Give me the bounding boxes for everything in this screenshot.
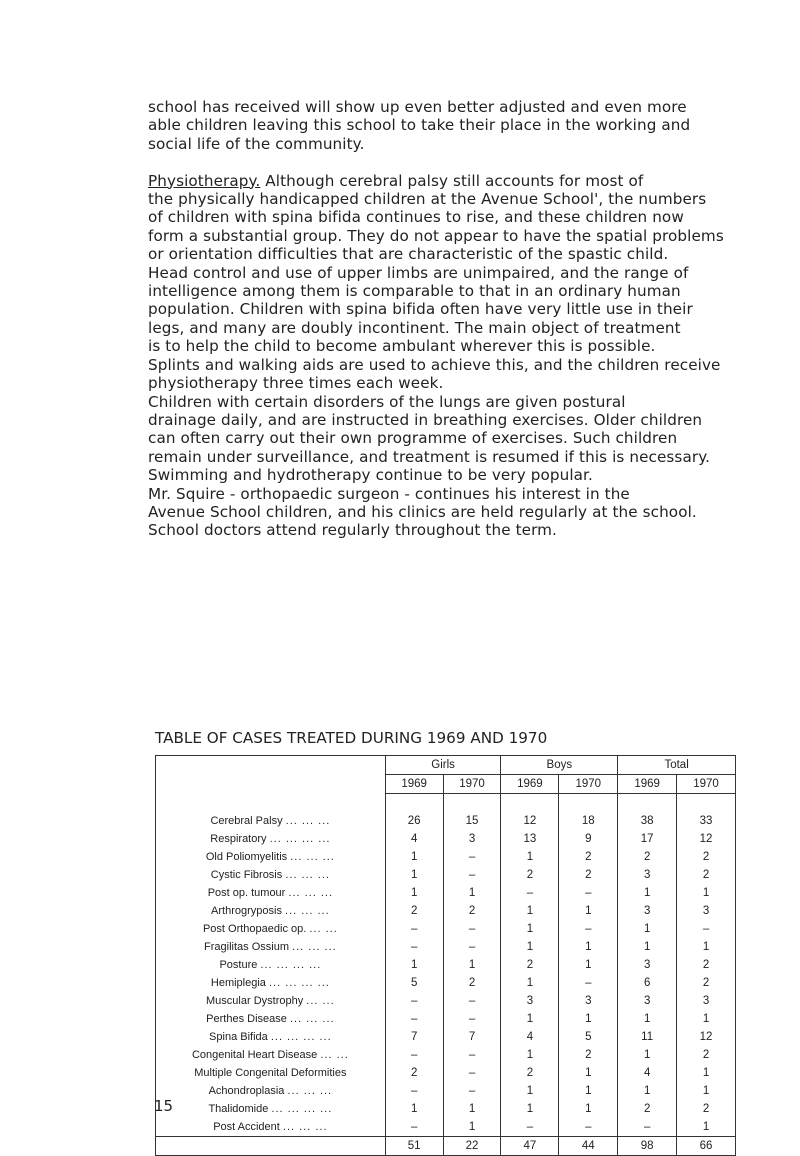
value-cell: 3 [677, 992, 736, 1010]
text-line: legs, and many are doubly incontinent. The main object of treatment [148, 318, 681, 337]
value-cell: 7 [443, 1028, 501, 1046]
row-label [156, 920, 386, 938]
value-cell: 2 [618, 848, 677, 866]
value-cell: 3 [443, 830, 501, 848]
condition-name: Multiple Congenital Deformities [194, 1067, 347, 1079]
value-cell: 3 [677, 902, 736, 920]
value-cell: 2 [385, 1064, 443, 1082]
text-line: social life of the community. [148, 134, 365, 153]
value-cell: – [501, 884, 559, 902]
value-cell: 2 [559, 1046, 618, 1064]
table-row [156, 830, 736, 848]
year-header-row [156, 775, 736, 794]
value-cell: 15 [443, 812, 501, 830]
value-cell: – [443, 848, 501, 866]
table-row [156, 884, 736, 902]
condition-name: Thalidomide [208, 1103, 269, 1115]
value-cell: 7 [385, 1028, 443, 1046]
text-line: remain under surveillance, and treatment is resumed if this is necessary. [148, 447, 711, 466]
row-label [156, 938, 386, 956]
totals-row [156, 1137, 736, 1156]
condition-name: Post Orthopaedic op. [202, 923, 307, 935]
value-cell: 1 [618, 1082, 677, 1100]
value-cell: 2 [677, 956, 736, 974]
value-cell: – [443, 938, 501, 956]
value-cell: 2 [559, 848, 618, 866]
value-cell: 2 [443, 902, 501, 920]
page-number: 15 [154, 1097, 174, 1115]
table-row [156, 848, 736, 866]
total-cell: 98 [618, 1137, 677, 1156]
value-cell: – [443, 1082, 501, 1100]
value-cell: 1 [677, 884, 736, 902]
value-cell: 12 [501, 812, 559, 830]
value-cell: 2 [677, 974, 736, 992]
value-cell: 1 [443, 884, 501, 902]
value-cell: 2 [618, 1100, 677, 1118]
condition-name: Hemiplegia [210, 977, 266, 989]
table-row [156, 992, 736, 1010]
value-cell: 1 [559, 1082, 618, 1100]
value-cell: 1 [677, 1064, 736, 1082]
value-cell: – [443, 1064, 501, 1082]
value-cell: – [385, 920, 443, 938]
leader-dots: ... ... ... ... [269, 833, 331, 845]
year-header: 1969 [618, 775, 677, 794]
value-cell: 17 [618, 830, 677, 848]
value-cell: – [385, 1046, 443, 1064]
leader-dots: ... ... ... ... [270, 1031, 332, 1043]
value-cell: 38 [618, 812, 677, 830]
value-cell: 2 [677, 1100, 736, 1118]
text-line: can often carry out their own programme of exercises. Such children [148, 429, 678, 448]
body-text [148, 98, 784, 540]
total-cell: 44 [559, 1137, 618, 1156]
value-cell: 2 [559, 866, 618, 884]
row-label [156, 902, 386, 920]
leader-dots: ... ... [306, 995, 335, 1007]
leader-dots: ... ... [309, 923, 338, 935]
text-line: Mr. Squire - orthopaedic surgeon - continues his interest in the [148, 484, 630, 503]
text-line: form a substantial group. They do not appear to have the spatial problems [148, 226, 724, 245]
value-cell: 1 [385, 1100, 443, 1118]
text-line: the physically handicapped children at the Avenue School', the numbers [148, 190, 707, 209]
value-cell: 1 [501, 938, 559, 956]
value-cell: 1 [559, 938, 618, 956]
condition-name: Congenital Heart Disease [191, 1049, 318, 1061]
value-cell: – [443, 1046, 501, 1064]
value-cell: 33 [677, 812, 736, 830]
condition-name: Cerebral Palsy [210, 815, 283, 827]
value-cell: 1 [618, 920, 677, 938]
condition-name: Perthes Disease [206, 1013, 287, 1025]
row-label [156, 1046, 386, 1064]
corner-cell [156, 756, 386, 775]
value-cell: 1 [501, 1082, 559, 1100]
value-cell: 5 [385, 974, 443, 992]
value-cell: – [385, 938, 443, 956]
value-cell: – [443, 866, 501, 884]
physiotherapy-heading: Physiotherapy. [148, 171, 261, 190]
text-line: able children leaving this school to take their place in the working and [148, 116, 691, 135]
value-cell: 1 [677, 1010, 736, 1028]
condition-name: Old Poliomyelitis [205, 851, 288, 863]
text-line: Head control and use of upper limbs are unimpaired, and the range of [148, 263, 689, 282]
value-cell: 1 [501, 848, 559, 866]
row-label [156, 992, 386, 1010]
condition-name: Achondroplasia [208, 1085, 285, 1097]
group-header-total: Total [618, 756, 736, 775]
value-cell: 1 [618, 884, 677, 902]
text-line: Swimming and hydrotherapy continue to be very popular. [148, 466, 593, 485]
table-row [156, 974, 736, 992]
value-cell: – [385, 1118, 443, 1137]
value-cell: – [385, 992, 443, 1010]
value-cell: 1 [501, 1046, 559, 1064]
total-cell: 51 [385, 1137, 443, 1156]
value-cell: 4 [618, 1064, 677, 1082]
value-cell: 2 [501, 956, 559, 974]
value-cell: 1 [677, 1082, 736, 1100]
table-row [156, 956, 736, 974]
row-label [156, 1064, 386, 1082]
group-header-boys: Boys [501, 756, 618, 775]
value-cell: 12 [677, 1028, 736, 1046]
leader-dots: ... ... ... [289, 1013, 335, 1025]
value-cell: 1 [559, 956, 618, 974]
value-cell: 1 [385, 866, 443, 884]
table-row [156, 1100, 736, 1118]
value-cell: 1 [501, 974, 559, 992]
value-cell: 11 [618, 1028, 677, 1046]
value-cell: 2 [677, 848, 736, 866]
value-cell: 5 [559, 1028, 618, 1046]
text-line: physiotherapy three times each week. [148, 374, 444, 393]
value-cell: 1 [443, 1100, 501, 1118]
text-gap [148, 153, 784, 171]
leader-dots: ... ... ... [290, 851, 335, 863]
row-label [156, 1100, 386, 1118]
text-line: is to help the child to become ambulant wherever this is possible. [148, 337, 656, 356]
value-cell: – [385, 1010, 443, 1028]
value-cell: 1 [501, 1010, 559, 1028]
value-cell: 1 [677, 938, 736, 956]
table-row [156, 938, 736, 956]
value-cell: 1 [559, 1100, 618, 1118]
value-cell: – [501, 1118, 559, 1137]
table-row [156, 1028, 736, 1046]
text-line: School doctors attend regularly throughout the term. [148, 521, 557, 540]
text-line: or orientation difficulties that are characteristic of the spastic child. [148, 245, 669, 264]
value-cell: 1 [385, 884, 443, 902]
leader-dots: ... ... ... [292, 941, 337, 953]
cases-table [155, 755, 736, 1156]
value-cell: 2 [501, 1064, 559, 1082]
text-run: Although cerebral palsy still accounts for most of [260, 171, 644, 190]
text-line: population. Children with spina bifida often have very little use in their [148, 300, 693, 319]
row-label [156, 830, 386, 848]
table-row [156, 1118, 736, 1137]
table-row [156, 812, 736, 830]
value-cell: – [559, 884, 618, 902]
row-label [156, 812, 386, 830]
leader-dots: ... ... [320, 1049, 349, 1061]
value-cell: 1 [618, 938, 677, 956]
value-cell: 1 [559, 1010, 618, 1028]
row-label [156, 1010, 386, 1028]
value-cell: 1 [501, 920, 559, 938]
table-row [156, 920, 736, 938]
value-cell: – [443, 1010, 501, 1028]
leader-dots: ... ... ... [285, 815, 331, 827]
value-cell: 1 [559, 1064, 618, 1082]
row-label [156, 1118, 386, 1137]
year-header: 1970 [559, 775, 618, 794]
value-cell: 2 [677, 866, 736, 884]
leader-dots: ... ... ... [288, 887, 334, 899]
condition-name: Respiratory [210, 833, 267, 845]
year-header: 1970 [443, 775, 501, 794]
value-cell: 1 [501, 1100, 559, 1118]
leader-dots: ... ... ... [285, 869, 330, 881]
text-line: intelligence among them is comparable to that in an ordinary human [148, 282, 681, 301]
value-cell: – [443, 920, 501, 938]
value-cell: 2 [443, 974, 501, 992]
value-cell: 3 [618, 992, 677, 1010]
total-cell: 22 [443, 1137, 501, 1156]
value-cell: 1 [618, 1010, 677, 1028]
table-title: TABLE OF CASES TREATED DURING 1969 AND 1970 [155, 729, 548, 747]
leader-dots: ... ... ... ... [260, 959, 322, 971]
value-cell: 18 [559, 812, 618, 830]
total-cell: 47 [501, 1137, 559, 1156]
value-cell: – [443, 992, 501, 1010]
leader-dots: ... ... ... [285, 905, 330, 917]
value-cell: – [559, 920, 618, 938]
year-header: 1969 [501, 775, 559, 794]
row-label [156, 884, 386, 902]
leader-dots: ... ... ... [282, 1121, 328, 1133]
value-cell: 3 [618, 956, 677, 974]
table-row [156, 1046, 736, 1064]
row-label [156, 956, 386, 974]
totals-label-cell [156, 1137, 386, 1156]
value-cell: 9 [559, 830, 618, 848]
row-label [156, 848, 386, 866]
condition-name: Post op. tumour [207, 887, 286, 899]
value-cell: 3 [618, 902, 677, 920]
table-row [156, 1064, 736, 1082]
value-cell: 2 [677, 1046, 736, 1064]
table-row [156, 1010, 736, 1028]
value-cell: 3 [559, 992, 618, 1010]
text-line: school has received will show up even better adjusted and even more [148, 98, 687, 116]
value-cell: 1 [443, 1118, 501, 1137]
table-row [156, 1082, 736, 1100]
text-line: of children with spina bifida continues to rise, and these children now [148, 208, 684, 227]
value-cell: – [385, 1082, 443, 1100]
leader-dots: ... ... ... [287, 1085, 333, 1097]
value-cell: – [559, 974, 618, 992]
condition-name: Cystic Fibrosis [210, 869, 283, 881]
value-cell: 26 [385, 812, 443, 830]
value-cell: 1 [677, 1118, 736, 1137]
value-cell: 3 [501, 992, 559, 1010]
year-header: 1970 [677, 775, 736, 794]
value-cell: 13 [501, 830, 559, 848]
value-cell: 4 [385, 830, 443, 848]
value-cell: 1 [501, 902, 559, 920]
value-cell: – [677, 920, 736, 938]
value-cell: 1 [618, 1046, 677, 1064]
value-cell: – [618, 1118, 677, 1137]
row-label [156, 1028, 386, 1046]
corner-cell [156, 775, 386, 794]
physiotherapy-first-line [148, 172, 784, 190]
total-cell: 66 [677, 1137, 736, 1156]
leader-dots: ... ... ... ... [268, 977, 330, 989]
condition-name: Muscular Dystrophy [206, 995, 304, 1007]
value-cell: 1 [559, 902, 618, 920]
value-cell: 1 [385, 848, 443, 866]
row-label [156, 1082, 386, 1100]
text-line: Children with certain disorders of the lungs are given postural [148, 392, 626, 411]
group-header-row [156, 756, 736, 775]
condition-name: Post Accident [213, 1121, 280, 1133]
value-cell: 4 [501, 1028, 559, 1046]
value-cell: 12 [677, 830, 736, 848]
year-header: 1969 [385, 775, 443, 794]
text-line: Splints and walking aids are used to achieve this, and the children receive [148, 355, 721, 374]
value-cell: 3 [618, 866, 677, 884]
group-header-girls: Girls [385, 756, 501, 775]
row-label [156, 974, 386, 992]
value-cell: 1 [443, 956, 501, 974]
text-line: drainage daily, and are instructed in breathing exercises. Older children [148, 410, 703, 429]
condition-name: Spina Bifida [209, 1031, 268, 1043]
value-cell: 2 [385, 902, 443, 920]
value-cell: 6 [618, 974, 677, 992]
row-label [156, 866, 386, 884]
text-line: Avenue School children, and his clinics are held regularly at the school. [148, 502, 697, 521]
value-cell: 1 [385, 956, 443, 974]
condition-name: Fragilitas Ossium [204, 941, 289, 953]
table-row [156, 866, 736, 884]
spacer-row [156, 794, 736, 813]
value-cell: – [559, 1118, 618, 1137]
leader-dots: ... ... ... ... [271, 1103, 333, 1115]
condition-name: Arthrogryposis [211, 905, 282, 917]
table-row [156, 902, 736, 920]
condition-name: Posture [219, 959, 258, 971]
value-cell: 2 [501, 866, 559, 884]
